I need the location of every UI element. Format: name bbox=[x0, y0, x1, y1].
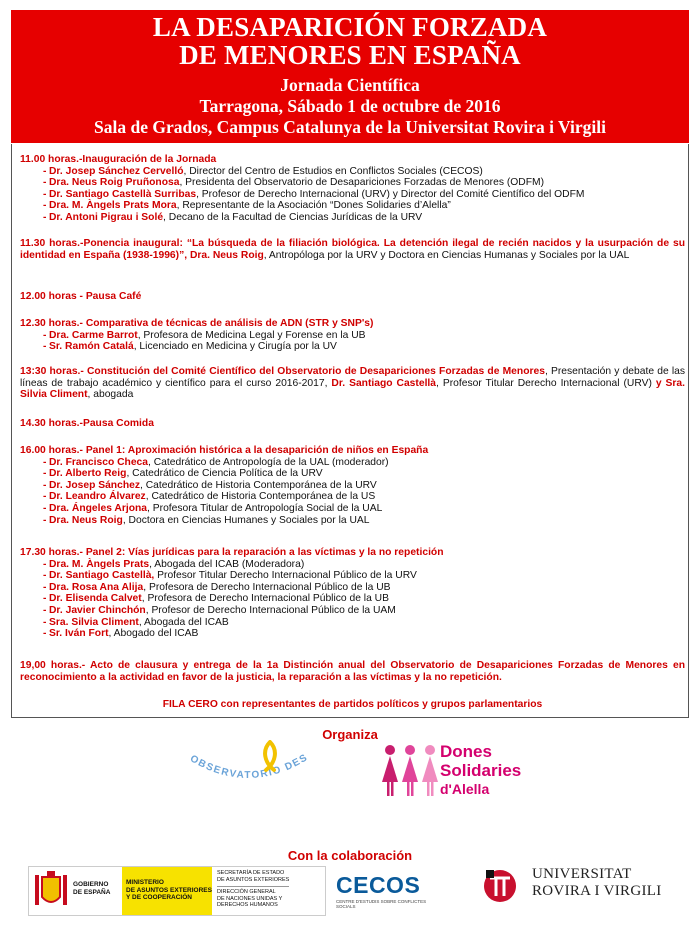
speaker-item bbox=[49, 582, 685, 594]
speaker-item bbox=[49, 593, 685, 605]
speaker-name: Dr. Javier Chinchón bbox=[49, 604, 146, 616]
urv-emblem-icon bbox=[480, 864, 520, 908]
speaker-name: Sr. Iván Fort bbox=[49, 628, 109, 640]
session-text-3: , abogada bbox=[87, 389, 134, 401]
date-line: Tarragona, Sábado 1 de octubre de 2016 bbox=[199, 96, 501, 116]
dones-solidaries-logo bbox=[378, 740, 528, 802]
speaker-item bbox=[49, 491, 685, 503]
observatorio-emblem-icon bbox=[178, 740, 318, 802]
speaker-name: Dr. Antoni Pigrau i Solé bbox=[49, 211, 164, 223]
speaker-item bbox=[49, 480, 685, 492]
speaker-desc: , Presidenta del Observatorio de Desapariciones Forzadas de Menores (ODFM) bbox=[179, 177, 545, 189]
speaker-name: Dr. Santiago Castellà, bbox=[49, 570, 155, 582]
session-title: 19,00 horas.- Acto de clausura y entrega de la 1a Distinción anual del Observatorio de Desapariciones Forzadas de Menores en reconocimiento a la actividad en favor de la justicia, la reparación a las víctimas y la no repetición. bbox=[20, 660, 685, 683]
venue-line: Sala de Grados, Campus Catalunya de la Universitat Rovira i Virgili bbox=[94, 117, 606, 137]
gobierno-espana-logo bbox=[28, 866, 326, 916]
min-line-2: DE ASUNTOS EXTERIORES bbox=[126, 886, 212, 894]
speaker-name: Dr. Santiago Castellà Surribas bbox=[49, 188, 197, 200]
speaker-desc: , Representante de la Asociación “Dones Solidaries d’Alella” bbox=[176, 200, 451, 212]
dones-solidaries-name bbox=[440, 742, 521, 799]
speaker-list bbox=[20, 457, 685, 527]
dones-line-2: Solidaries bbox=[440, 761, 522, 780]
dones-line-1: Dones bbox=[440, 742, 492, 761]
dir-line-2: DE NACIONES UNIDAS Y bbox=[217, 895, 283, 902]
gob-line-1: GOBIERNO bbox=[73, 881, 109, 888]
session-title: 17.30 horas.- Panel 2: Vías jurídicas para la reparación a las víctimas y la no repetición bbox=[20, 547, 444, 558]
session-title: 16.00 horas.- Panel 1: Aproximación histórica a la desaparición de niños en España bbox=[20, 445, 429, 456]
speaker-desc: , Catedrático de Historia Contemporánea de la US bbox=[145, 491, 376, 503]
speaker-name: Dr. Francisco Checa bbox=[49, 456, 149, 468]
speaker-name: Dra. Rosa Ana Alija bbox=[49, 581, 144, 593]
speaker-name: Sr. Ramón Catalá bbox=[49, 341, 134, 353]
speaker-desc: , Director del Centro de Estudios en Conflictos Sociales (CECOS) bbox=[183, 165, 483, 177]
urv-name bbox=[532, 866, 662, 900]
speaker-desc: , Catedrático de Antropología de la UAL (moderador) bbox=[148, 456, 389, 468]
speaker-item bbox=[49, 515, 685, 527]
speaker-desc: , Licenciado en Medicina y Cirugía por la UV bbox=[133, 341, 337, 353]
speaker-name: Dr. Santiago Castellà bbox=[331, 377, 437, 389]
speaker-name: Dr. Leandro Álvarez bbox=[49, 491, 146, 503]
subtitle: Jornada Científica bbox=[280, 75, 420, 95]
speaker-name: Dra. Carme Barrot bbox=[49, 329, 138, 341]
cecos-logo bbox=[336, 872, 446, 912]
speaker-desc: , Doctora en Ciencias Humanes y Sociales por la UAL bbox=[122, 514, 370, 526]
session-title: 11.30 horas.-Ponencia inaugural: “La búsqueda de la filiación biológica. La detención ilegal de recién nacidos y la usurpación de su identidad en España (1938-1996)”, Dra. Neus Roig bbox=[20, 238, 685, 261]
session-ponencia bbox=[20, 238, 685, 261]
speaker-item bbox=[49, 457, 685, 469]
speaker-desc: , Profesor de Derecho Internacional Público de la UAM bbox=[145, 604, 396, 616]
session-title: 12.30 horas.- Comparativa de técnicas de análisis de ADN (STR y SNP's) bbox=[20, 318, 374, 329]
session-text-1: , Presentación y debate de las líneas de trabajo académico y científico para el curso 2016-2017, bbox=[20, 366, 686, 389]
speaker-desc: , Catedrático de Historia Contemporánea de la URV bbox=[140, 479, 377, 491]
speaker-desc: , Profesora de Derecho Internacional Público de la UB bbox=[143, 581, 391, 593]
speaker-list bbox=[20, 559, 685, 640]
ministerio-block bbox=[122, 867, 212, 915]
speaker-desc: , Profesora de Medicina Legal y Forense en la UB bbox=[137, 329, 366, 341]
dir-line-3: DERECHOS HUMANOS bbox=[217, 902, 278, 908]
speaker-item bbox=[49, 200, 685, 212]
session-desc: , Antropóloga por la URV y Doctora en Ciencias Humanas y Sociales por la UAL bbox=[263, 249, 630, 261]
speaker-list bbox=[20, 330, 685, 353]
speaker-item bbox=[49, 468, 685, 480]
speaker-item bbox=[49, 628, 685, 640]
gob-line-2: DE ESPAÑA bbox=[73, 888, 111, 896]
speaker-item bbox=[49, 166, 685, 178]
speaker-name: Dra. Ángeles Arjona bbox=[49, 502, 148, 514]
speaker-name: Dra. Neus Roig bbox=[49, 514, 123, 526]
cecos-subtitle: CENTRE D'ESTUDIS SOBRE CONFLICTES SOCIALS bbox=[336, 899, 427, 909]
cecos-name: CECOS bbox=[336, 872, 421, 898]
speaker-name: Dr. Alberto Reig bbox=[49, 468, 127, 480]
sec-line-2: DE ASUNTOS EXTERIORES bbox=[217, 876, 290, 883]
speaker-desc: , Abogada del ICAB bbox=[138, 616, 229, 628]
min-line-1: MINISTERIO bbox=[126, 879, 164, 886]
secretaria-text bbox=[217, 870, 289, 909]
session-comite bbox=[20, 366, 685, 401]
speaker-list bbox=[20, 166, 685, 224]
dir-line-1: DIRECCIÓN GENERAL bbox=[217, 886, 289, 896]
sec-line-1: SECRETARÍA DE ESTADO bbox=[217, 870, 285, 876]
speaker-item bbox=[49, 341, 685, 353]
organiza-title: Organiza bbox=[322, 727, 378, 742]
session-title: 12.00 horas - Pausa Café bbox=[20, 291, 142, 302]
title-line-2: DE MENORES EN ESPAÑA bbox=[179, 40, 521, 70]
min-line-3: Y DE COOPERACIÓN bbox=[126, 894, 192, 901]
speaker-desc: , Decano de la Facultad de Ciencias Jurídicas de la URV bbox=[163, 211, 423, 223]
session-pausa-cafe bbox=[20, 291, 685, 303]
speaker-name: Dr. Josep Sánchez bbox=[49, 479, 140, 491]
speaker-desc: Profesor Titular Derecho Internacional Público de la URV bbox=[154, 570, 417, 582]
coat-of-arms-icon bbox=[33, 871, 69, 911]
speaker-name: y Sra. Silvia Climent bbox=[20, 377, 685, 401]
session-text-2: , Profesor Titular Derecho Internacional (URV) bbox=[436, 377, 656, 389]
colaboracion-title: Con la colaboración bbox=[287, 848, 413, 863]
session-panel-1 bbox=[20, 445, 685, 526]
urv-logo bbox=[480, 862, 680, 912]
speaker-name: Dra. M. Àngels Prats bbox=[49, 558, 150, 570]
observatorio-logo-text: OBSERVATORIO DES bbox=[188, 751, 311, 782]
session-title: 13:30 horas.- Constitución del Comité Científico del Observatorio de Desapariciones Forzadas de Menores bbox=[20, 366, 545, 377]
fila-cero-note: FILA CERO con representantes de partidos políticos y grupos parlamentarios bbox=[162, 699, 543, 710]
speaker-item bbox=[49, 212, 685, 224]
title-line-1: LA DESAPARICIÓN FORZADA bbox=[152, 12, 548, 42]
speaker-desc: , Profesora Titular de Antropología Social de la UAL bbox=[147, 502, 383, 514]
svg-text:OBSERVATORIO DESAPARICIONES FO bbox=[178, 740, 310, 781]
speaker-item bbox=[49, 617, 685, 629]
speaker-name: Dr. Josep Sánchez Cervelló bbox=[49, 165, 184, 177]
speaker-item bbox=[49, 559, 685, 571]
session-inauguracion bbox=[20, 154, 685, 224]
session-pausa-comida bbox=[20, 418, 685, 430]
speaker-desc: , Abogada del ICAB (Moderadora) bbox=[149, 558, 305, 570]
speaker-item bbox=[49, 503, 685, 515]
speaker-name: Dra. Neus Roig Pruñonosa bbox=[49, 177, 180, 189]
speaker-desc: , Abogado del ICAB bbox=[108, 628, 199, 640]
speaker-item bbox=[49, 330, 685, 342]
program-box bbox=[11, 144, 689, 718]
event-header bbox=[11, 10, 689, 143]
urv-line-1: UNIVERSITAT bbox=[532, 866, 632, 882]
dones-line-3: d'Alella bbox=[440, 781, 490, 797]
session-adn bbox=[20, 318, 685, 353]
speaker-item bbox=[49, 189, 685, 201]
gobierno-text bbox=[73, 881, 110, 896]
observatorio-logo bbox=[178, 740, 318, 802]
speaker-item bbox=[49, 177, 685, 189]
speaker-item bbox=[49, 570, 685, 582]
speaker-name: Dr. Elisenda Calvet bbox=[49, 593, 142, 605]
speaker-name: Sra. Silvia Climent bbox=[49, 616, 139, 628]
speaker-desc: , Catedrático de Ciencia Política de la URV bbox=[126, 468, 323, 480]
session-title: 14.30 horas.-Pausa Comida bbox=[20, 418, 154, 429]
session-panel-2 bbox=[20, 547, 685, 640]
urv-line-2: ROVIRA I VIRGILI bbox=[532, 883, 662, 899]
women-figures-icon bbox=[378, 742, 442, 800]
speaker-name: Dra. M. Àngels Prats Mora bbox=[49, 200, 177, 212]
session-title: 11.00 horas.-Inauguración de la Jornada bbox=[20, 154, 217, 165]
session-clausura bbox=[20, 660, 685, 683]
speaker-desc: , Profesora de Derecho Internacional Público de la UB bbox=[141, 593, 389, 605]
speaker-desc: , Profesor de Derecho Internacional (URV) y Director del Comité Científico del ODFM bbox=[196, 188, 585, 200]
speaker-item bbox=[49, 605, 685, 617]
